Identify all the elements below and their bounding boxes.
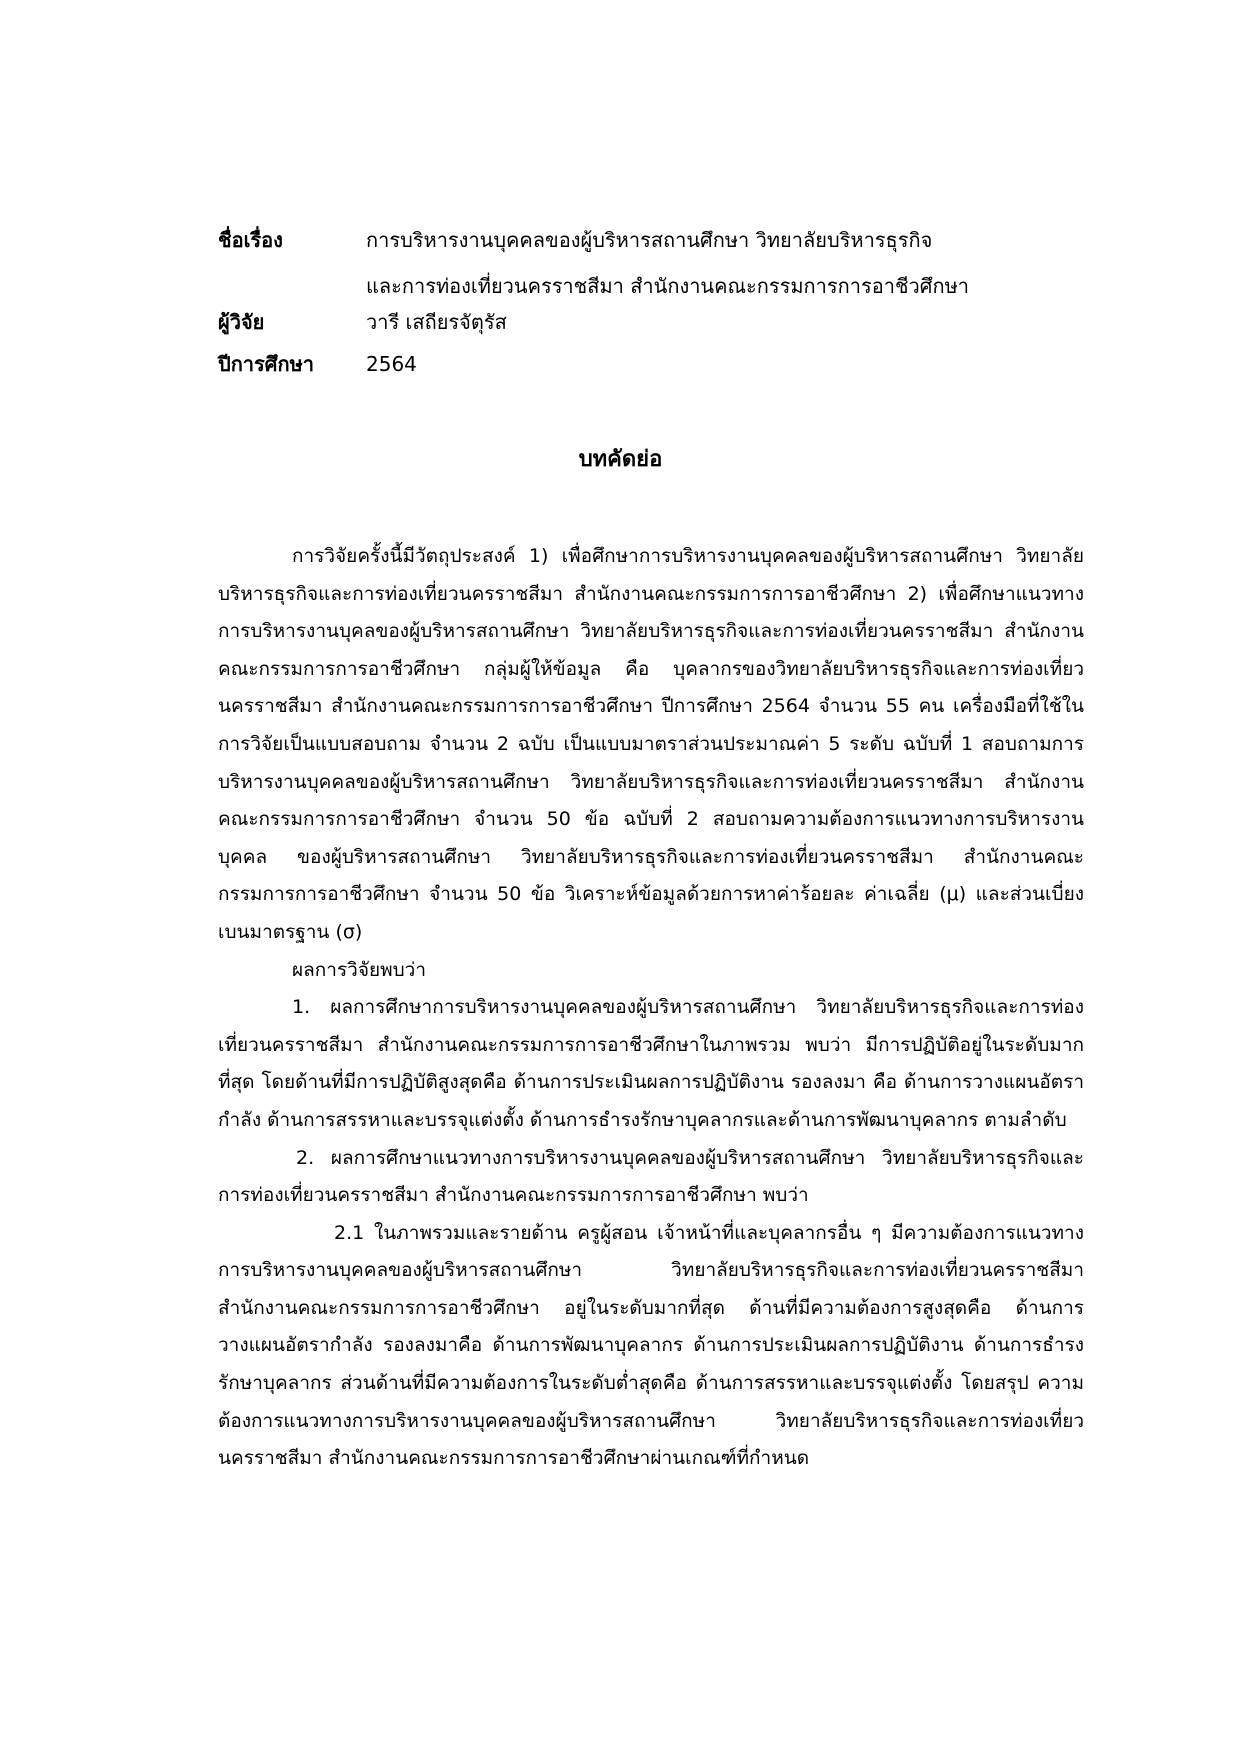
- researcher-label: ผู้วิจัย: [218, 310, 265, 334]
- abstract-paragraph-result-1: 1. ผลการศึกษาการบริหารงานบุคคลของผู้บริหารสถานศึกษา วิทยาลัยบริหารธุรกิจและการท่องเที่ยวนครราชสีมา สำนักงานคณะกรรมการการอาชีวศึกษาในภาพรวม พบว่า มีการปฏิบัติอยู่ในระดับมากที่สุด โดยด้านที่มีการปฏิบัติสูงสุดคือ ด้านการประเมินผลการปฏิบัติงาน รองลงมา คือ ด้านการวางแผนอัตรากำลัง ด้านการสรรหาและบรรจุแต่งตั้ง ด้านการธำรงรักษาบุคลากรและด้านการพัฒนาบุคลากร ตามลำดับ: [218, 996, 1084, 1131]
- title-row: [218, 220, 1098, 306]
- abstract-paragraph-objectives: การวิจัยครั้งนี้มีวัตถุประสงค์ 1) เพื่อศึกษาการบริหารงานบุคคลของผู้บริหารสถานศึกษา วิทยาลัยบริหารธุรกิจและการท่องเที่ยวนครราชสีมา สำนักงานคณะกรรมการการอาชีวศึกษา 2) เพื่อศึกษาแนวทางการบริหารงานบุคลของผู้บริหารสถานศึกษา วิทยาลัยบริหารธุรกิจและการท่องเที่ยวนครราชสีมา สำนักงานคณะกรรมการการอาชีวศึกษา กลุ่มผู้ให้ข้อมูล คือ บุคลากรของวิทยาลัยบริหารธุรกิจและการท่องเที่ยวนครราชสีมา สำนักงานคณะกรรมการการอาชีวศึกษา ปีการศึกษา 2564 จำนวน 55 คน เครื่องมือที่ใช้ในการวิจัยเป็นแบบสอบถาม จำนวน 2 ฉบับ เป็นแบบมาตราส่วนประมาณค่า 5 ระดับ ฉบับที่ 1 สอบถามการบริหารงานบุคคลของผู้บริหารสถานศึกษา วิทยาลัยบริหารธุรกิจและการท่องเที่ยวนครราชสีมา สำนักงานคณะกรรมการการอาชีวศึกษา จำนวน 50 ข้อ ฉบับที่ 2 สอบถามความต้องการแนวทางการบริหารงานบุคคล ของผู้บริหารสถานศึกษา วิทยาลัยบริหารธุรกิจและการท่องเที่ยวนครราชสีมา สำนักงานคณะกรรมการการอาชีวศึกษา จำนวน 50 ข้อ วิเคราะห์ข้อมูลด้วยการหาค่าร้อยละ ค่าเฉลี่ย (μ) และส่วนเบี่ยงเบนมาตรฐาน (σ): [218, 545, 1084, 943]
- abstract-paragraph-result-2: 2. ผลการศึกษาแนวทางการบริหารงานบุคคลของผู้บริหารสถานศึกษา วิทยาลัยบริหารธุรกิจและการท่องเที่ยวนครราชสีมา สำนักงานคณะกรรมการการอาชีวศึกษา พบว่า: [218, 1146, 1084, 1207]
- year-block: [218, 344, 1098, 384]
- researcher-block: [218, 302, 1098, 342]
- abstract-heading: บทคัดย่อ: [578, 447, 663, 472]
- title-value: [366, 220, 1098, 306]
- abstract-body: [218, 538, 1084, 1478]
- title-label: ชื่อเรื่อง: [218, 228, 283, 252]
- researcher-value: วารี เสถียรจัตุรัส: [366, 310, 507, 334]
- title-line-2: และการท่องเที่ยวนครราชสีมา สำนักงานคณะกรรมการการอาชีวศึกษา: [366, 274, 969, 298]
- year-row: [218, 344, 1098, 384]
- title-line-1: การบริหารงานบุคคลของผู้บริหารสถานศึกษา วิทยาลัยบริหารธุรกิจ: [366, 228, 933, 252]
- title-block: [218, 220, 1098, 306]
- researcher-row: [218, 302, 1098, 342]
- abstract-paragraph-result-2-1: 2.1 ในภาพรวมและรายด้าน ครูผู้สอน เจ้าหน้าที่และบุคลากรอื่น ๆ มีความต้องการแนวทางการบริหารงานบุคคลของผู้บริหารสถานศึกษา วิทยาลัยบริหารธุรกิจและการท่องเที่ยวนครราชสีมา สำนักงานคณะกรรมการการอาชีวศึกษา อยู่ในระดับมากที่สุด ด้านที่มีความต้องการสูงสุดคือ ด้านการวางแผนอัตรากำลัง รองลงมาคือ ด้านการพัฒนาบุคลากร ด้านการประเมินผลการปฏิบัติงาน ด้านการธำรงรักษาบุคลากร ส่วนด้านที่มีความต้องการในระดับต่ำสุดคือ ด้านการสรรหาและบรรจุแต่งตั้ง โดยสรุป ความต้องการแนวทางการบริหารงานบุคคลของผู้บริหารสถานศึกษา วิทยาลัยบริหารธุรกิจและการท่องเที่ยวนครราชสีมา สำนักงานคณะกรรมการการอาชีวศึกษาผ่านเกณฑ์ที่กำหนด: [218, 1221, 1084, 1470]
- abstract-paragraph-results-intro: ผลการวิจัยพบว่า: [292, 958, 427, 981]
- year-label: ปีการศึกษา: [218, 352, 314, 376]
- year-value: 2564: [366, 352, 417, 376]
